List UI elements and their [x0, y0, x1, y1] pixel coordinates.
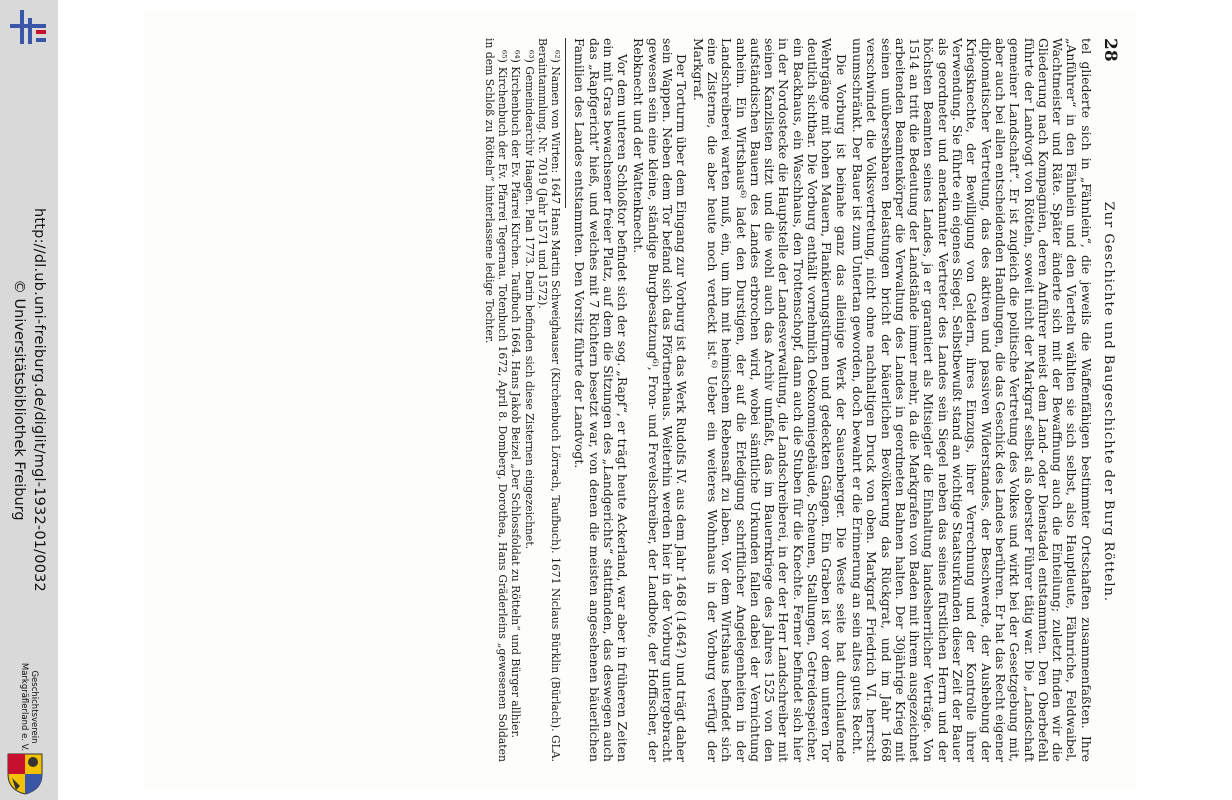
- paragraph: Der Torturm über dem Eingang zur Vorburg ist das Werk Rudolfs IV. aus dem Jahr 1468 (1464?) und trägt daher sein Wappen. Neben dem Tor befand sich das Pförtnerhaus. Weiterhin werden hier in der Vorburg untergebracht gewesen sein eine kleine, ständige Burgbesatzung⁶⁾, Fron- und Frevelschreiber, der Landbote, der Hoffischer, der Rebknecht und der Wattenknecht.: [631, 38, 690, 762]
- page-number: 28: [1100, 38, 1120, 62]
- digital-url[interactable]: http://dl.ub.uni-freiburg.de/diglit/mgl-1932-01/0032: [31, 208, 47, 592]
- sidebar: [0, 0, 58, 800]
- footnote: ⁶⁵) Kirchenbuch der Ev. Pfarrei Tegernau. Totenbuch 1672, April 8. Domberg, Dorothea, Hans Gräderleins „gewesenen Soldaten in dem Schloß zu Rötteln“ hinterlassene ledige Tochter.: [483, 38, 509, 762]
- society-crest-icon: [6, 752, 44, 796]
- society-label: [0, 662, 58, 752]
- footnote: ⁶³) Gemeindearchiv Haagen. Plan 1773. Darin befinden sich diese Zisternen eingezeichnet.: [522, 50, 536, 550]
- running-title: Zur Geschichte und Baugeschichte der Burg Rötteln.: [1101, 201, 1116, 603]
- paragraph: Die Vorburg ist beinahe ganz das alleinige Werk der Sausenberger. Die Weste seite hat durchlaufende Wehrgänge mit hohen Mauern, Flankierungstürmen und gedeckten Gängen. Ein Graben ist vor dem unteren Tor deutlich sichtbar. Die Vorburg enthält vornehmlich Oekonomiegebäude, Scheunen, Stallungen, Getreidespeicher, ein Backhaus, ein Waschhaus, den Trottenschopf, dann auch die Stuben für die Knechte. Ferner befindet sich hier in der Nordostecke die Hauptstelle der Landesverwaltung, die Landschreiberei, in der der Herr Landschreiber mit seinen Kanzlisten sitzt und die wohl auch das Archiv umfaßt, das im Bauernkriege des Jahres 1525 von den aufständischen Bauern des Landes erbrochen wird, wobei sämtliche Urkunden fallen dabei der Vernichtung anheim. Ein Wirtshaus⁶⁾ ladet den Durstigen, der auf die Erledigung schriftlicher Angelegenheiten in der Landschreiberei warten muß, ein, um ihn mit heimischem Rebensaft zu laben. Vor dem Wirtshaus befindet sich eine Zisterne, die aber heute noch verdeckt ist.⁶⁾ Ueber ein weiteres Wohnhaus in der Vorburg verfügt der Markgraf.: [690, 38, 849, 762]
- page-header: [1100, 38, 1120, 762]
- copyright-notice: © Universitätsbibliothek Freiburg: [11, 279, 27, 521]
- society-name-line2: Markgräflerland e. V.: [19, 662, 29, 752]
- paragraph: Vor dem unteren Schloßtor befindet sich der sog. „Rapf“, er trägt heute Ackerland, war aber in früheren Zeiten ein mit Gras bewachsener freier Platz, auf dem die Sitzungen des „Landgerichts“ stattfanden, das deswegen auch das „Rapfgericht“ hieß, und welches mit 7 Richtern besetzt war, von denen die meisten angesehenen bäuerlichen Familien des Landes entstammten. Den Vorsitz führte der Landvogt.: [572, 38, 631, 762]
- paragraph: tel gliederte sich in „Fähnlein“, die jeweils die Waffenfähigen bestimmter Ortschaften zusammenfaßten. Ihre „Anführer“ in den Fähnlein und den Vierteln wählten sie sich selbst, also Hauptleute, Fähnriche, Feldwaibel, Wachtmeister und Räte. Später änderte sich mit der Bewaffnung auch die Einteilung; zuletzt finden wir die Gliederung nach Kompagnien, deren Anführer meist dem Land- oder Dienstadel entstammten. Den Oberbefehl führte der Landvogt von Rötteln, soweit nicht der Markgraf selbst als oberster Führer tätig war. Die „Landschaft gemeiner Landschaft“. Er ist zugleich die politische Vertretung des Volkes und wirkt bei der Gesetzgebung mit, aber auch bei allen entscheidenden Handlungen, die das Geschick des Landes berühren. Er hat das Recht eigener diplomatischer Vertretung, das des aktiven und passiven Widerstandes, der Beschwerde, der Aushebung der Kriegsknechte, der Bewilligung von Geldern, ihres Einzugs, ihrer Verrechnung und der Kontrolle ihrer Verwendung. Sie führte ein eigenes Siegel. Selbstbewußt stand an wichtige Staatsurkunden dieser Zeit der Bauer als geordneter und anerkannter Vertreter des Landes sein Siegel neben das seines fürstlichen Herrn und der höchsten Beamten seines Landes, ja er garantiert als Mitsiegler die Einhaltung landesherrlicher Verträge. Von 1514 an tritt die Bedeutung der Landstände immer mehr, da die Markgrafen von Baden mit ihrem ausgezeichnet arbeitenden Beamtenkörper die Verwaltung des Landes in geordneten Bahnen halten. Der 30jährige Krieg mit seinen unübersehbaren Belastungen bricht der bäuerlichen Bevölkerung das Rückgrat, und im Jahr 1668 verschwindet die Volksvertretung, nicht ohne nachhaltigen Druck von oben. Markgraf Friedrich VI. herrscht unumschränkt. Der Bauer ist zum Untertan geworden, doch bewahrt er die Erinnerung an sein altes gutes Recht.: [849, 38, 1094, 762]
- footnote-divider: [565, 38, 566, 208]
- book-page: [145, 10, 1135, 790]
- footnote: ⁶⁴) Kirchenbuch der Ev. Pfarrei Kirchen. Taufbuch 1664. Hans Jakob Beizel „Der Schlossfoldat zu Rötteln“ und Bürger allhier.: [509, 50, 523, 738]
- society-name-line1: Geschichtsverein: [29, 670, 39, 744]
- footnote: ⁶²) Namen von Wirten: 1647 Hans Martin Schweighauser (Kirchenbuch Lörrach, Taufbuch). 1671 Niclaus Bürklin (Bürlach). GLA. Beraintammlung. Nr. 7019 (Jahr 1571 und 1572).: [536, 38, 563, 762]
